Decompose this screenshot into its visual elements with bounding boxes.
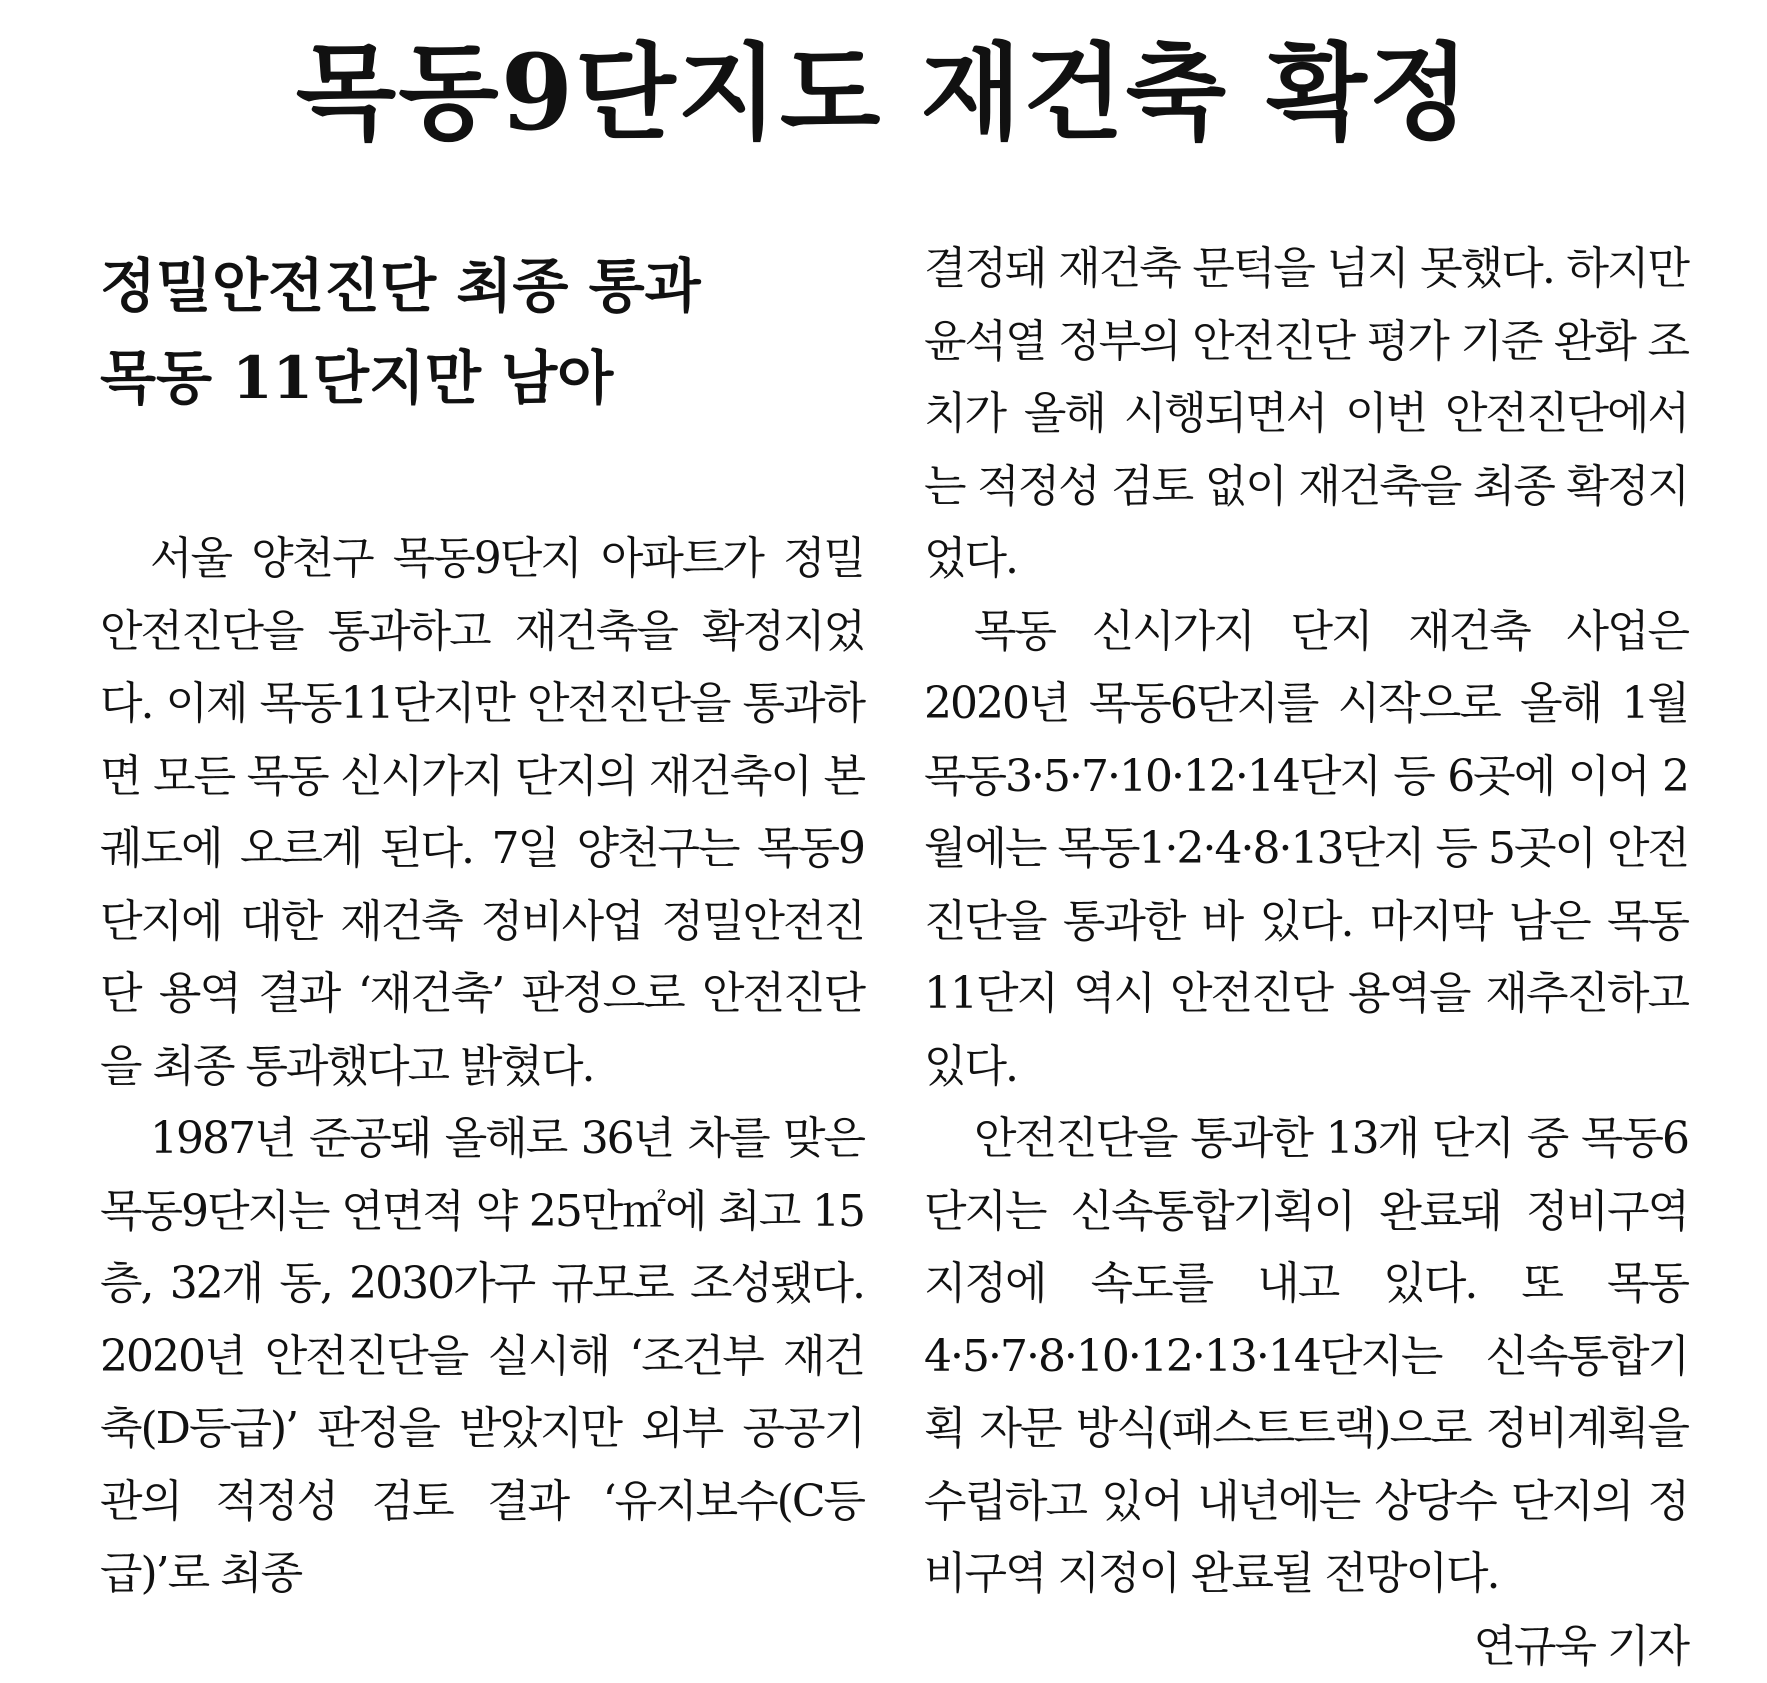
body-paragraph-4-text: 안전진단을 통과한 13개 단지 중 목동6단지는 신속통합기획이 완료돼 정비구역 지정에 속도를 내고 있다. 또 목동4·5·7·8·10·12·13·14단지는 신속통합기획 자문 방식(패스트트랙)으로 정비계획을 수립하고 있어 내년에는 상당수 단지의 정비구역 지정이 완료될 전망이다. bbox=[924, 1113, 1688, 1599]
subheadline-line-2: 목동 11단지만 남아 bbox=[100, 332, 800, 424]
article-column-right bbox=[924, 233, 1688, 1683]
body-paragraph-2-start: 1987년 준공돼 올해로 36년 차를 맞은 목동9단지는 연면적 약 25만㎡에 최고 15층, 32개 동, 2030가구 규모로 조성됐다. 2020년 안전진단을 실시해 ‘조건부 재건축(D등급)’ 판정을 받았지만 외부 공공기관의 적정성 검토 결과 ‘유지보수(C등급)’로 최종 bbox=[100, 1103, 864, 1611]
subheadline-line-1: 정밀안전진단 최종 통과 bbox=[100, 240, 800, 332]
body-paragraph-2-continued: 결정돼 재건축 문턱을 넘지 못했다. 하지만 윤석열 정부의 안전진단 평가 기준 완화 조치가 올해 시행되면서 이번 안전진단에서는 적정성 검토 없이 재건축을 최종 확정지었다. bbox=[924, 233, 1688, 596]
article-subheadline bbox=[100, 240, 800, 424]
body-paragraph-4 bbox=[924, 1103, 1688, 1611]
body-paragraph-1: 서울 양천구 목동9단지 아파트가 정밀안전진단을 통과하고 재건축을 확정지었다. 이제 목동11단지만 안전진단을 통과하면 모든 목동 신시가지 단지의 재건축이 본궤도에 오르게 된다. 7일 양천구는 목동9단지에 대한 재건축 정비사업 정밀안전진단 용역 결과 ‘재건축’ 판정으로 안전진단을 최종 통과했다고 밝혔다. bbox=[100, 523, 864, 1103]
article-headline: 목동9단지도 재건축 확정 bbox=[0, 28, 1767, 158]
body-paragraph-3: 목동 신시가지 단지 재건축 사업은 2020년 목동6단지를 시작으로 올해 1월 목동3·5·7·10·12·14단지 등 6곳에 이어 2월에는 목동1·2·4·8·13단지 등 5곳이 안전진단을 통과한 바 있다. 마지막 남은 목동11단지 역시 안전진단 용역을 재추진하고 있다. bbox=[924, 596, 1688, 1104]
article-byline: 연규욱 기자 bbox=[1423, 1611, 1688, 1683]
article-column-left bbox=[100, 523, 864, 1611]
